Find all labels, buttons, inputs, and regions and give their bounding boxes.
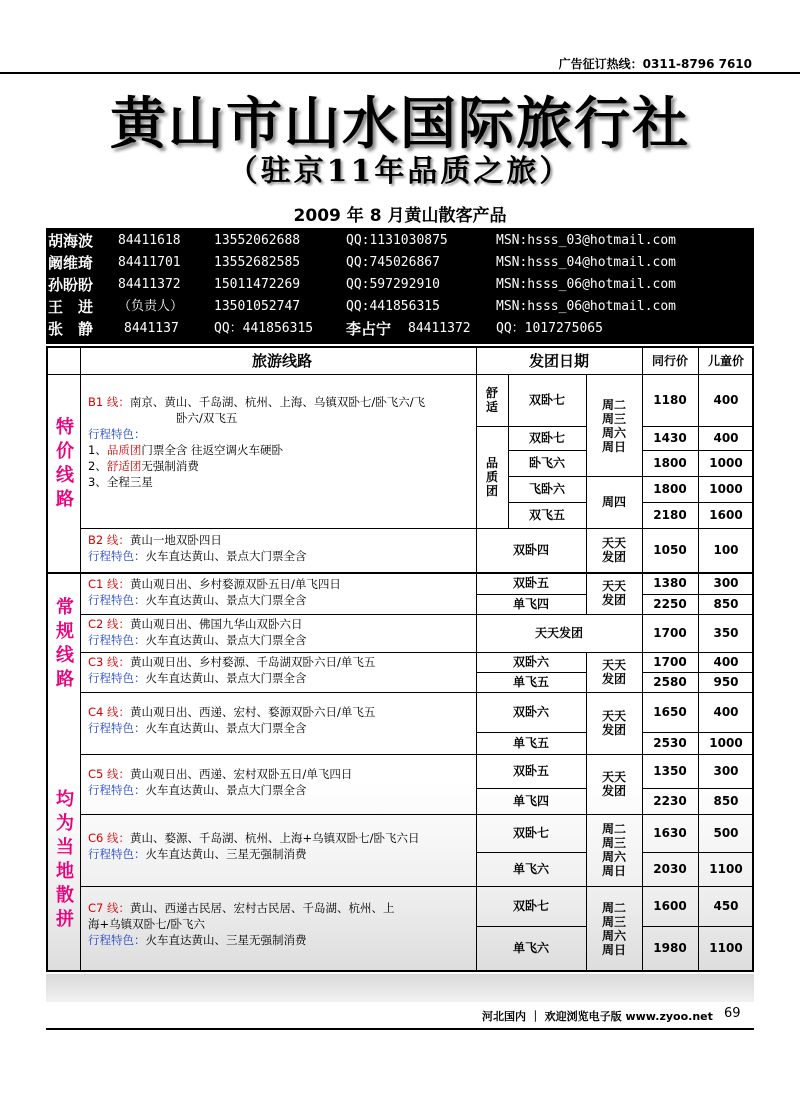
row-divider [508,502,586,503]
child-price: 1000 [709,736,743,750]
child-price: 1000 [709,482,743,496]
row-divider [642,926,754,927]
peer-price: 2530 [653,736,687,750]
contact-name: 孙盼盼 [48,276,94,294]
contact-qq: QQ：441856315 [214,321,314,336]
transport-mode: 飞卧六 [528,482,565,496]
departure-days: 天天发团 [534,626,583,640]
row-divider [476,926,586,927]
route-table [46,346,754,972]
child-price: 1600 [709,508,743,522]
child-price: 1100 [709,941,743,955]
peer-price: 1700 [653,626,687,640]
contact-msn: MSN:hsss_03@hotmail.com [496,233,677,248]
child-price: 1100 [709,862,743,876]
peer-price: 2180 [653,508,687,522]
route-c6: C6 线：黄山、婺源、千岛湖、杭州、上海+乌镇双卧七/卧飞六日 行程特色：火车直达黄山、三星无强制消费 [88,831,420,861]
departure-days: 周二 周三 周六 周日 [601,822,626,878]
peer-price: 1600 [653,899,687,913]
row-divider [642,852,754,853]
category-local: 均 为 当 地 散 拼 [56,789,74,930]
contact-msn: MSN:hsss_04@hotmail.com [496,255,677,270]
child-price: 850 [713,597,739,611]
child-price: 300 [713,576,739,590]
contact-row [46,252,754,274]
contact-name: 阚维琦 [48,254,94,272]
child-price: 500 [713,826,739,840]
contact-name: 胡海波 [48,232,94,250]
contact-mobile: 15011472269 [214,277,301,292]
departure-days: 周二 周三 周六 周日 [601,398,626,454]
row-divider [642,788,754,789]
agency-subtitle: （驻京11年品质之旅） [227,154,573,189]
contact-phone: 84411372 [408,321,471,336]
row-divider [508,426,586,427]
row-divider [508,476,586,477]
contact-mobile: 13501052747 [214,299,301,314]
contact-msn: MSN:hsss_06@hotmail.com [496,299,677,314]
header-route: 旅游线路 [251,352,312,370]
child-price: 100 [713,543,739,557]
ad-hotline: 广告征订热线：0311-8796 7610 [558,57,752,71]
departure-days: 天天 发团 [601,536,626,564]
child-price: 1000 [709,456,743,470]
peer-price: 1800 [653,456,687,470]
transport-mode: 双卧七 [512,826,549,840]
child-price: 400 [713,393,739,407]
route-c4: C4 线：黄山观日出、西递、宏村、婺源双卧六日/单飞五 行程特色：火车直达黄山、景点大门票全含 [88,705,376,735]
peer-price: 2230 [653,794,687,808]
contact-qq: QQ:745026867 [346,255,440,270]
transport-mode: 卧飞六 [528,456,565,470]
contact-qq: QQ：1017275065 [496,321,603,336]
row-divider [642,732,754,733]
transport-mode: 双卧七 [512,899,549,913]
transport-mode: 单飞六 [512,941,549,955]
transport-mode: 双卧七 [528,393,565,407]
top-rule [0,72,800,74]
mountain-scenery-image [46,974,754,1002]
grade-quality: 品 质 团 [485,456,498,498]
transport-mode: 单飞五 [512,675,549,689]
route-c5: C5 线：黄山观日出、西递、宏村双卧五日/单飞四日 行程特色：火车直达黄山、景点大门票全含 [88,767,353,797]
transport-mode: 双卧五 [512,576,549,590]
peer-price: 1350 [653,764,687,778]
row-divider [476,788,586,789]
col-divider [80,348,81,972]
peer-price: 1430 [653,431,687,445]
peer-price: 1180 [653,393,687,407]
peer-price: 1980 [653,941,687,955]
departure-days: 周四 [601,495,626,509]
transport-mode: 双飞五 [528,508,565,522]
transport-mode: 双卧六 [512,655,549,669]
child-price: 350 [713,626,739,640]
contact-mobile: 13552062688 [214,233,301,248]
row-divider [476,852,586,853]
departure-days: 天天 发团 [601,770,626,798]
contact-phone: 84411618 [118,233,181,248]
transport-mode: 双卧六 [512,705,549,719]
contact-msn: MSN:hsss_06@hotmail.com [496,277,677,292]
row-divider [476,672,586,673]
child-price: 950 [713,675,739,689]
child-price: 850 [713,794,739,808]
child-price: 400 [713,705,739,719]
departure-days: 天天 发团 [601,709,626,737]
agency-title: 黄山市山水国际旅行社 [110,91,690,157]
grade-comfort: 舒 适 [485,386,498,414]
departure-days: 天天 发团 [601,658,626,686]
product-heading: 2009 年 8 月黄山散客产品 [293,206,507,226]
transport-mode: 单飞五 [512,736,549,750]
row-divider [508,450,586,451]
route-c2: C2 线：黄山观日出、佛国九华山双卧六日 行程特色：火车直达黄山、景点大门票全含 [88,617,307,647]
peer-price: 2580 [653,675,687,689]
contact-qq: QQ:597292910 [346,277,440,292]
transport-mode: 单飞六 [512,862,549,876]
row-divider [476,594,586,595]
child-price: 300 [713,764,739,778]
contact-block [46,228,754,344]
row-divider [642,672,754,673]
peer-price: 1380 [653,576,687,590]
route-c1: C1 线：黄山观日出、乡村婺源双卧五日/单飞四日 行程特色：火车直达黄山、景点大门票全含 [88,577,341,607]
route-c3: C3 线：黄山观日出、乡村婺源、千岛湖双卧六日/单飞五 行程特色：火车直达黄山、景点大门票全含 [88,655,376,685]
contact-phone: 8441137 [124,321,179,336]
child-price: 400 [713,655,739,669]
contact-phone: 84411372 [118,277,181,292]
contact-row [46,296,754,318]
bottom-rule [46,1028,754,1030]
departure-days: 周二 周三 周六 周日 [601,901,626,957]
row-divider [476,732,586,733]
contact-row [46,318,754,340]
contact-qq: QQ:1131030875 [346,233,448,248]
contact-row [46,274,754,296]
transport-mode: 单飞四 [512,597,549,611]
contact-name: 王 进 [48,298,94,316]
row-divider [642,594,754,595]
peer-price: 1800 [653,482,687,496]
row-divider [476,426,508,427]
child-price: 400 [713,431,739,445]
transport-mode: 双卧五 [512,764,549,778]
peer-price: 1650 [653,705,687,719]
peer-price: 1700 [653,655,687,669]
header-price: 同行价 [651,354,688,368]
transport-mode: 双卧七 [528,431,565,445]
peer-price: 2250 [653,597,687,611]
footer-text: 河北国内 ｜ 欢迎浏览电子版 www.zyoo.net [482,1010,713,1023]
contact-phone: （负责人） [118,299,184,314]
contact-name: 张 静 [48,320,94,338]
route-b2: B2 线：黄山一地双卧四日 行程特色：火车直达黄山、景点大门票全含 [88,533,307,563]
child-price: 450 [713,899,739,913]
contact-name: 李占宁 [346,320,392,338]
peer-price: 1630 [653,826,687,840]
route-b1: B1 线：南京、黄山、千岛湖、杭州、上海、乌镇双卧七/卧飞六/飞 卧六/双飞五 行程特色： 1、品质团门票全含 往返空调火车硬卧 2、舒适团无强制消费 3、全程三星 [88,395,426,489]
category-regular: 常 规 线 路 [56,597,74,690]
contact-phone: 84411701 [118,255,181,270]
transport-mode: 双卧四 [512,543,549,557]
transport-mode: 单飞四 [512,794,549,808]
peer-price: 2030 [653,862,687,876]
contact-row [46,230,754,252]
row-divider [586,476,642,477]
category-special: 特 价 线 路 [56,417,74,510]
route-c7: C7 线：黄山、西递古民居、宏村古民居、千岛湖、杭州、上 海+乌镇双卧七/卧飞六 行程特色：火车直达黄山、三星无强制消费 [88,901,395,947]
peer-price: 1050 [653,543,687,557]
header-date: 发团日期 [528,352,589,370]
header-child: 儿童价 [707,354,744,368]
contact-mobile: 13552682585 [214,255,301,270]
contact-qq: QQ:441856315 [346,299,440,314]
departure-days: 天天 发团 [601,579,626,607]
page-number: 69 [724,1006,741,1021]
